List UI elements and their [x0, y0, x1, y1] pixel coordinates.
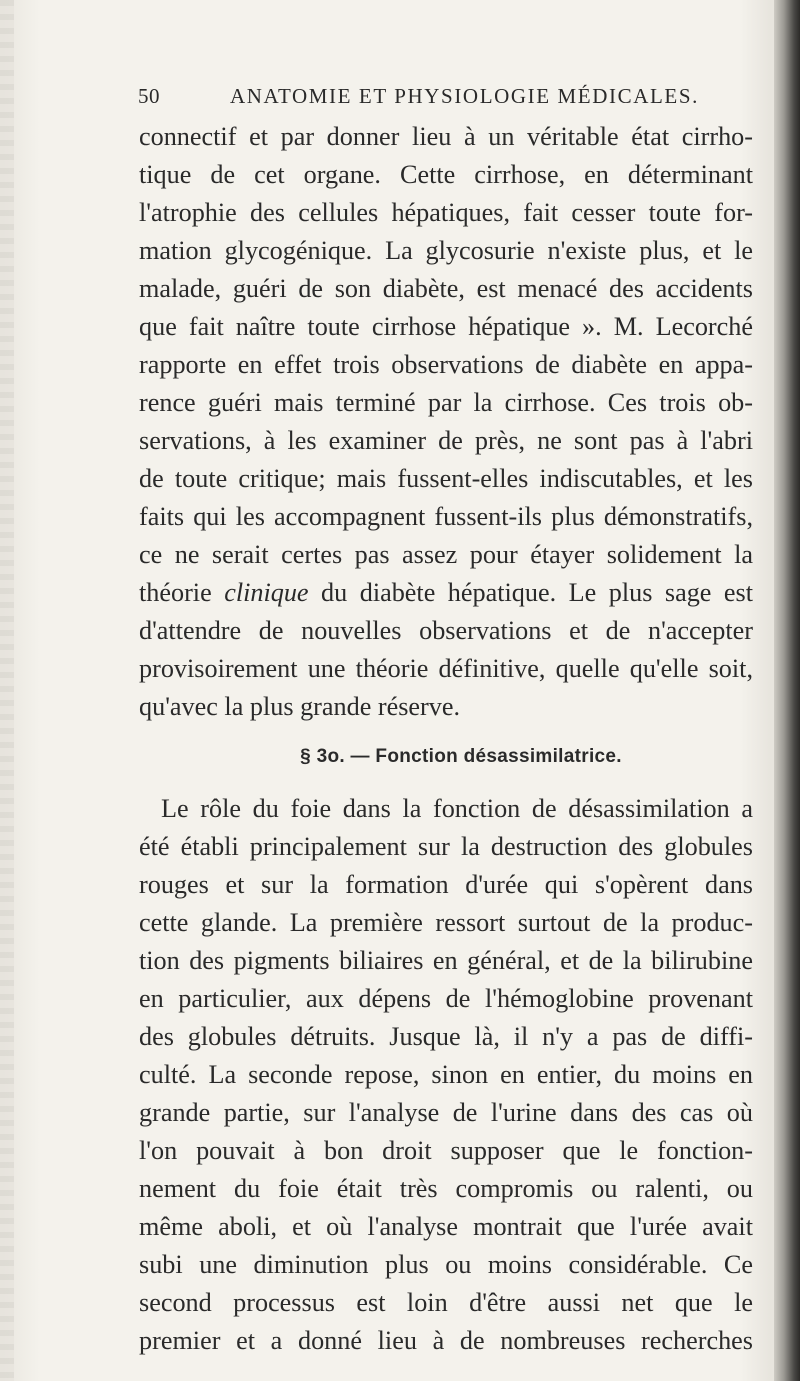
text-line: connectif et par donner lieu à un véritable état cirrho- — [139, 122, 753, 151]
text-segment: théorie — [139, 578, 212, 607]
text-line: rouges et sur la formation d'urée qui s'opèrent dans — [139, 870, 753, 899]
text-line: cette glande. La première ressort surtout de la produc- — [139, 908, 753, 937]
text-line: second processus est loin d'être aussi net que le — [139, 1288, 753, 1317]
text-line: ce ne serait certes pas assez pour étayer solidement la — [139, 540, 753, 569]
text-line: de toute critique; mais fussent-elles indiscutables, et les — [139, 464, 753, 493]
text-line: faits qui les accompagnent fussent-ils plus démonstratifs, — [139, 502, 753, 531]
text-line: Le rôle du foie dans la fonction de désassimilation a — [161, 794, 753, 823]
text-line: l'atrophie des cellules hépatiques, fait cesser toute for- — [139, 198, 753, 227]
text-line: tique de cet organe. Cette cirrhose, en déterminant — [139, 160, 753, 189]
text-line: tion des pigments biliaires en général, et de la bilirubine — [139, 946, 753, 975]
text-line: d'attendre de nouvelles observations et de n'accepter — [139, 616, 753, 645]
text-line: subi une diminution plus ou moins considérable. Ce — [139, 1250, 753, 1279]
text-line: nement du foie était très compromis ou ralenti, ou — [139, 1174, 753, 1203]
text-line: provisoirement une théorie définitive, quelle qu'elle soit, — [139, 654, 753, 683]
text-line: mation glycogénique. La glycosurie n'existe plus, et le — [139, 236, 753, 265]
section-heading: § 3o. — Fonction désassimilatrice. — [300, 746, 622, 767]
page-edge-shadow — [774, 0, 800, 1381]
text-line: qu'avec la plus grande réserve. — [139, 692, 461, 721]
text-line: grande partie, sur l'analyse de l'urine dans des cas où — [139, 1098, 753, 1127]
text-line: été établi principalement sur la destruction des globules — [139, 832, 753, 861]
text-line: des globules détruits. Jusque là, il n'y a pas de diffi- — [139, 1022, 753, 1051]
text-line: premier et a donné lieu à de nombreuses recherches — [139, 1326, 753, 1355]
text-line: malade, guéri de son diabète, est menacé des accidents — [139, 274, 753, 303]
running-title: ANATOMIE ET PHYSIOLOGIE MÉDICALES. — [230, 84, 699, 108]
italic-word: clinique — [224, 578, 309, 607]
text-line: en particulier, aux dépens de l'hémoglobine provenant — [139, 984, 753, 1013]
binding-edge — [0, 0, 14, 1381]
page-header — [130, 84, 750, 114]
text-line: rence guéri mais terminé par la cirrhose. Ces trois ob- — [139, 388, 753, 417]
text-line: culté. La seconde repose, sinon en entier, du moins en — [139, 1060, 753, 1089]
text-line: que fait naître toute cirrhose hépatique ». M. Lecorché — [139, 312, 753, 341]
body-text — [139, 118, 753, 1360]
text-line: même aboli, et où l'analyse montrait que l'urée avait — [139, 1212, 753, 1241]
text-segment: du diabète hépatique. Le plus sage est — [321, 578, 753, 607]
text-line — [139, 574, 753, 612]
text-line: rapporte en effet trois observations de diabète en appa- — [139, 350, 753, 379]
text-line: l'on pouvait à bon droit supposer que le fonction- — [139, 1136, 753, 1165]
text-line: servations, à les examiner de près, ne sont pas à l'abri — [139, 426, 753, 455]
paragraph-2 — [139, 790, 753, 1360]
page-number: 50 — [138, 84, 160, 108]
paragraph-1 — [139, 118, 753, 726]
